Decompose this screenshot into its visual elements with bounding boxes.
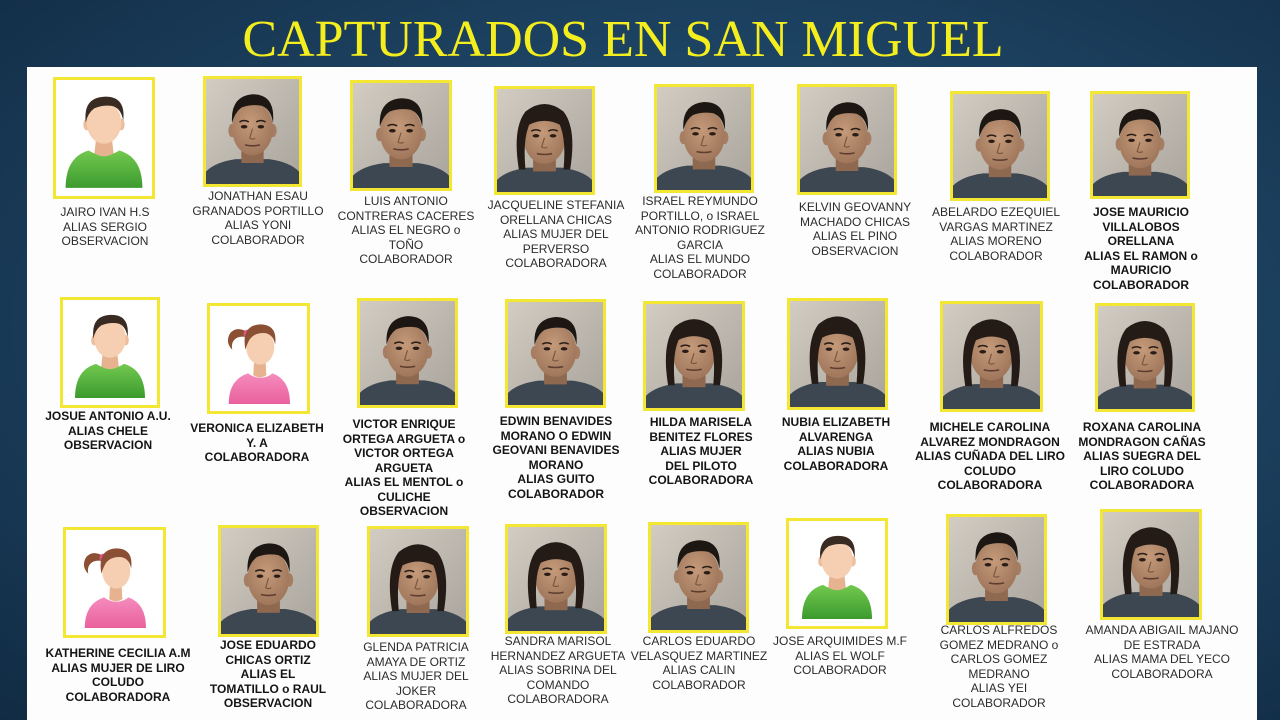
- mugshot-photo: [367, 526, 469, 637]
- caption-line: COLABORADOR: [952, 695, 1046, 710]
- male-avatar-graphic: [56, 80, 152, 196]
- card-caption: [1084, 205, 1198, 292]
- eye: [843, 347, 850, 350]
- caption-line: ALIAS EL RAMON o: [1084, 248, 1198, 263]
- detainee-name-line: KATHERINE CECILIA A.M: [45, 646, 191, 660]
- detainee-name-line: LUIS ANTONIO: [364, 194, 448, 208]
- photo-graphic: [497, 89, 592, 192]
- caption-line: CONTRERAS CACERES: [337, 208, 475, 223]
- eye: [544, 573, 551, 576]
- eye: [826, 347, 833, 350]
- detainee-name-line: KELVIN GEOVANNY: [798, 200, 912, 214]
- caption-line: BENITEZ FLORES: [649, 429, 753, 444]
- caption-line: DEL PILOTO: [665, 458, 737, 473]
- caption-line: ARGUETA: [374, 460, 434, 475]
- eye: [1150, 351, 1157, 354]
- photo-graphic: [1103, 512, 1199, 617]
- eye: [985, 563, 992, 566]
- eye: [1133, 351, 1140, 354]
- photo-graphic: [508, 527, 604, 631]
- eye: [687, 571, 694, 574]
- detainee-name-line: NUBIA ELIZABETH: [781, 415, 891, 429]
- caption-line: CULICHE: [377, 489, 431, 504]
- card-caption: [773, 634, 907, 678]
- caption-line: COLABORADOR: [359, 252, 453, 266]
- eye: [1128, 139, 1135, 142]
- caption-line: LIRO COLUDO: [1100, 463, 1184, 478]
- female-avatar-icon: [207, 303, 310, 414]
- photo-graphic: [657, 87, 751, 190]
- mugshot-photo: [1095, 303, 1195, 412]
- caption-line: ALIAS MUJER DEL: [363, 669, 469, 683]
- caption-line: COLABORADORA: [204, 450, 310, 464]
- mugshot-photo: [357, 298, 458, 408]
- caption-line: HERNANDEZ ARGUETA: [490, 648, 626, 663]
- card-caption: [635, 194, 765, 281]
- caption-line: MORANO: [528, 457, 584, 472]
- mugshot-photo: [648, 522, 749, 633]
- caption-line: COLABORADORA: [937, 478, 1043, 492]
- eye: [258, 125, 265, 128]
- caption-line: GRANADOS PORTILLO: [192, 203, 324, 218]
- caption-line: ALIAS CUÑADA DEL LIRO: [915, 449, 1065, 463]
- eye: [561, 347, 568, 350]
- photo-graphic: [1093, 94, 1187, 196]
- card-caption: [932, 205, 1060, 263]
- detainee-name-line: ISRAEL REYMUNDO: [642, 194, 758, 208]
- detainee-name-line: JOSE EDUARDO: [219, 638, 317, 652]
- photo-graphic: [353, 83, 449, 188]
- detainee-name-line: MICHELE CAROLINA: [929, 420, 1051, 434]
- caption-line: ALIAS EL: [240, 667, 296, 681]
- photo-graphic: [651, 525, 746, 630]
- eye: [1156, 558, 1163, 561]
- eye: [257, 574, 264, 577]
- eye: [406, 575, 413, 578]
- photo-graphic: [800, 87, 894, 192]
- female-avatar-graphic: [66, 530, 163, 635]
- male-avatar-graphic: [789, 521, 885, 626]
- caption-line: ALIAS MUJER DEL: [503, 227, 609, 241]
- caption-line: ALIAS SOBRINA DEL: [499, 663, 617, 677]
- card-caption: [1086, 623, 1239, 681]
- card-caption: [363, 640, 469, 713]
- caption-line: Y. A: [246, 435, 268, 450]
- slide-title: CAPTURADOS EN SAN MIGUEL: [242, 11, 1004, 68]
- mugshot-photo: [494, 86, 595, 195]
- mugshot-photo: [946, 514, 1047, 625]
- caption-line: COLUDO: [91, 675, 144, 689]
- eye: [682, 350, 689, 353]
- caption-line: OBSERVACION: [63, 438, 153, 452]
- eye: [406, 129, 413, 132]
- caption-line: MEDRANO: [968, 666, 1030, 681]
- mugshot-photo: [654, 84, 754, 193]
- mugshot-photo: [203, 76, 302, 187]
- caption-line: ALIAS CHELE: [67, 423, 149, 438]
- caption-line: AMAYA DE ORTIZ: [366, 654, 466, 669]
- mugshot-photo: [643, 301, 745, 411]
- eye: [1005, 140, 1012, 143]
- caption-line: PORTILLO, o ISRAEL: [640, 208, 760, 223]
- mugshot-photo: [350, 80, 452, 191]
- card-caption: [190, 421, 324, 465]
- caption-line: DE ESTRADA: [1123, 637, 1201, 652]
- detainee-name-line: VERONICA ELIZABETH: [190, 421, 324, 435]
- caption-line: COLABORADORA: [783, 458, 889, 473]
- caption-line: ORTEGA ARGUETA o: [342, 431, 466, 446]
- eye: [1145, 139, 1152, 142]
- card-caption: [1078, 420, 1205, 493]
- caption-line: ALIAS YONI: [224, 218, 292, 232]
- eye: [699, 350, 706, 353]
- card-caption: [338, 194, 475, 267]
- caption-line: VILLALOBOS: [1102, 219, 1180, 234]
- eye: [852, 133, 859, 136]
- eye: [1002, 563, 1009, 566]
- caption-line: ALIAS EL WOLF: [795, 648, 885, 663]
- card-caption: [488, 198, 625, 271]
- caption-line: ALIAS EL PINO: [812, 229, 898, 243]
- caption-line: ORELLANA CHICAS: [499, 212, 613, 227]
- detainee-name-line: JOSUE ANTONIO A.U.: [45, 409, 171, 423]
- photo-graphic: [953, 94, 1047, 198]
- photo-graphic: [206, 79, 299, 184]
- detainee-name-line: ROXANA CAROLINA: [1082, 420, 1202, 434]
- caption-line: GARCIA: [676, 237, 724, 252]
- eye: [692, 132, 699, 135]
- eye: [550, 134, 557, 137]
- caption-line: ALVAREZ MONDRAGON: [920, 434, 1060, 449]
- caption-line: COLABORADOR: [211, 232, 305, 247]
- mugshot-photo: [1090, 91, 1190, 199]
- card-caption: [60, 205, 149, 249]
- eye: [835, 133, 842, 136]
- caption-line: OBSERVACION: [223, 696, 313, 710]
- detainee-name-line: ABELARDO EZEQUIEL: [931, 205, 1061, 219]
- female-avatar-graphic: [210, 306, 307, 411]
- photo-graphic: [221, 528, 316, 634]
- photo-graphic: [508, 302, 603, 405]
- photo-graphic: [943, 304, 1040, 409]
- eye: [274, 574, 281, 577]
- photo-graphic: [360, 301, 455, 405]
- caption-line: TOMATILLO o RAUL: [209, 681, 327, 696]
- caption-line: COLABORADORA: [505, 256, 607, 270]
- eye: [544, 347, 551, 350]
- caption-line: ANTONIO RODRIGUEZ: [635, 223, 765, 237]
- caption-line: TOÑO: [388, 237, 424, 252]
- photo-graphic: [1098, 306, 1192, 409]
- detainee-name-line: JAIRO IVAN H.S: [60, 205, 150, 219]
- eye: [423, 575, 430, 578]
- caption-line: COLABORADORA: [65, 689, 171, 704]
- photo-graphic: [790, 301, 885, 407]
- caption-line: COLABORADOR: [653, 266, 747, 281]
- mugshot-photo: [505, 524, 607, 634]
- detainee-name-line: CARLOS ALFREDOS: [940, 623, 1058, 637]
- caption-line: OBSERVACION: [811, 243, 899, 258]
- caption-line: COLABORADORA: [507, 692, 609, 706]
- mugshot-photo: [940, 301, 1043, 412]
- mugshot-photo: [505, 299, 606, 408]
- eye: [704, 571, 711, 574]
- card-caption: [210, 638, 326, 711]
- caption-line: VICTOR ORTEGA: [354, 446, 454, 460]
- caption-line: COLABORADORA: [365, 698, 467, 712]
- detainee-name-line: JACQUELINE STEFANIA: [487, 198, 625, 212]
- caption-line: COMANDO: [526, 677, 590, 692]
- caption-line: COLUDO: [964, 463, 1016, 478]
- caption-line: ALIAS EL MUNDO: [649, 252, 751, 266]
- eye: [241, 125, 248, 128]
- card-caption: [192, 189, 323, 247]
- card-caption: [649, 415, 754, 488]
- card-caption: [491, 634, 625, 707]
- eye: [997, 350, 1004, 353]
- mugshot-photo: [1100, 509, 1202, 620]
- card-caption: [782, 415, 890, 473]
- mugshot-photo: [950, 91, 1050, 201]
- caption-line: GOMEZ MEDRANO o: [939, 637, 1059, 652]
- caption-line: MORANO O EDWIN: [500, 428, 612, 443]
- detainee-name-line: AMANDA ABIGAIL MAJANO: [1085, 623, 1239, 637]
- eye: [533, 134, 540, 137]
- caption-line: COLABORADOR: [507, 486, 604, 501]
- caption-line: COLABORADOR: [949, 248, 1043, 263]
- detainee-name-line: CARLOS EDUARDO: [642, 634, 756, 648]
- caption-line: COLABORADORA: [1111, 666, 1213, 681]
- eye: [988, 140, 995, 143]
- photo-graphic: [646, 304, 742, 408]
- detainee-name-line: EDWIN BENAVIDES: [499, 414, 613, 428]
- caption-line: ALIAS MUJER DE LIRO: [51, 660, 185, 675]
- caption-line: CHICAS ORTIZ: [225, 652, 311, 667]
- caption-line: ALIAS MUJER: [660, 444, 742, 458]
- caption-line: ALIAS CALIN: [662, 663, 736, 677]
- caption-line: COLABORADORA: [1089, 478, 1195, 492]
- eye: [709, 132, 716, 135]
- eye: [389, 129, 396, 132]
- caption-line: ALIAS EL NEGRO o: [351, 223, 461, 237]
- male-avatar-graphic: [63, 300, 157, 405]
- caption-line: ALIAS SERGIO: [62, 219, 148, 234]
- photo-graphic: [949, 517, 1044, 622]
- caption-line: ALVARENGA: [798, 429, 874, 444]
- caption-line: ALIAS MORENO: [950, 234, 1042, 248]
- card-caption: [46, 646, 191, 704]
- photo-graphic: [370, 529, 466, 634]
- caption-line: MAURICIO: [1110, 263, 1172, 277]
- detainee-name-line: VICTOR ENRIQUE: [352, 417, 456, 431]
- detainee-name-line: HILDA MARISELA: [649, 415, 753, 429]
- card-caption: [631, 634, 767, 692]
- card-caption: [799, 200, 911, 258]
- caption-line: MONDRAGON CAÑAS: [1078, 434, 1206, 449]
- caption-line: MACHADO CHICAS: [799, 214, 911, 229]
- caption-line: ORELLANA: [1107, 234, 1175, 248]
- detainee-name-line: SANDRA MARISOL: [504, 634, 612, 648]
- caption-line: JOKER: [395, 683, 436, 698]
- caption-line: VELASQUEZ MARTINEZ: [630, 648, 768, 663]
- detainee-name-line: JOSE ARQUIMIDES M.F: [772, 634, 908, 648]
- card-caption: [493, 414, 620, 501]
- caption-line: ALIAS NUBIA: [797, 444, 875, 458]
- caption-line: COLABORADOR: [793, 663, 887, 677]
- eye: [979, 350, 986, 353]
- caption-line: GEOVANI BENAVIDES: [492, 443, 620, 457]
- male-avatar-icon: [60, 297, 160, 408]
- caption-line: ALIAS MAMA DEL YECO: [1093, 652, 1231, 666]
- caption-line: VARGAS MARTINEZ: [939, 219, 1053, 234]
- detainee-name-line: JONATHAN ESAU: [208, 189, 308, 203]
- male-avatar-icon: [786, 518, 888, 629]
- eye: [561, 573, 568, 576]
- mugshot-photo: [218, 525, 319, 637]
- caption-line: COLABORADOR: [1093, 277, 1189, 292]
- detainee-name-line: GLENDA PATRICIA: [363, 640, 469, 654]
- caption-line: OBSERVACION: [61, 234, 149, 248]
- caption-line: PERVERSO: [522, 241, 590, 256]
- caption-line: COLABORADOR: [652, 677, 746, 692]
- caption-line: ALIAS GUITO: [517, 472, 595, 486]
- eye: [1139, 558, 1146, 561]
- mugshot-photo: [787, 298, 888, 410]
- card-caption: [45, 409, 171, 453]
- caption-line: ALIAS SUEGRA DEL: [1083, 449, 1201, 463]
- detainee-name-line: JOSE MAURICIO: [1092, 205, 1189, 219]
- eye: [413, 347, 420, 350]
- card-caption: [915, 420, 1065, 493]
- caption-line: ALIAS YEI: [970, 681, 1028, 695]
- eye: [396, 347, 403, 350]
- mugshot-photo: [797, 84, 897, 195]
- card-caption: [940, 623, 1059, 710]
- caption-line: ALIAS EL MENTOL o: [344, 475, 464, 489]
- card-caption: [343, 417, 465, 519]
- male-avatar-icon: [53, 77, 155, 199]
- caption-line: COLABORADORA: [648, 473, 754, 487]
- caption-line: CARLOS GOMEZ: [950, 652, 1048, 666]
- female-avatar-icon: [63, 527, 166, 638]
- caption-line: OBSERVACION: [359, 504, 449, 518]
